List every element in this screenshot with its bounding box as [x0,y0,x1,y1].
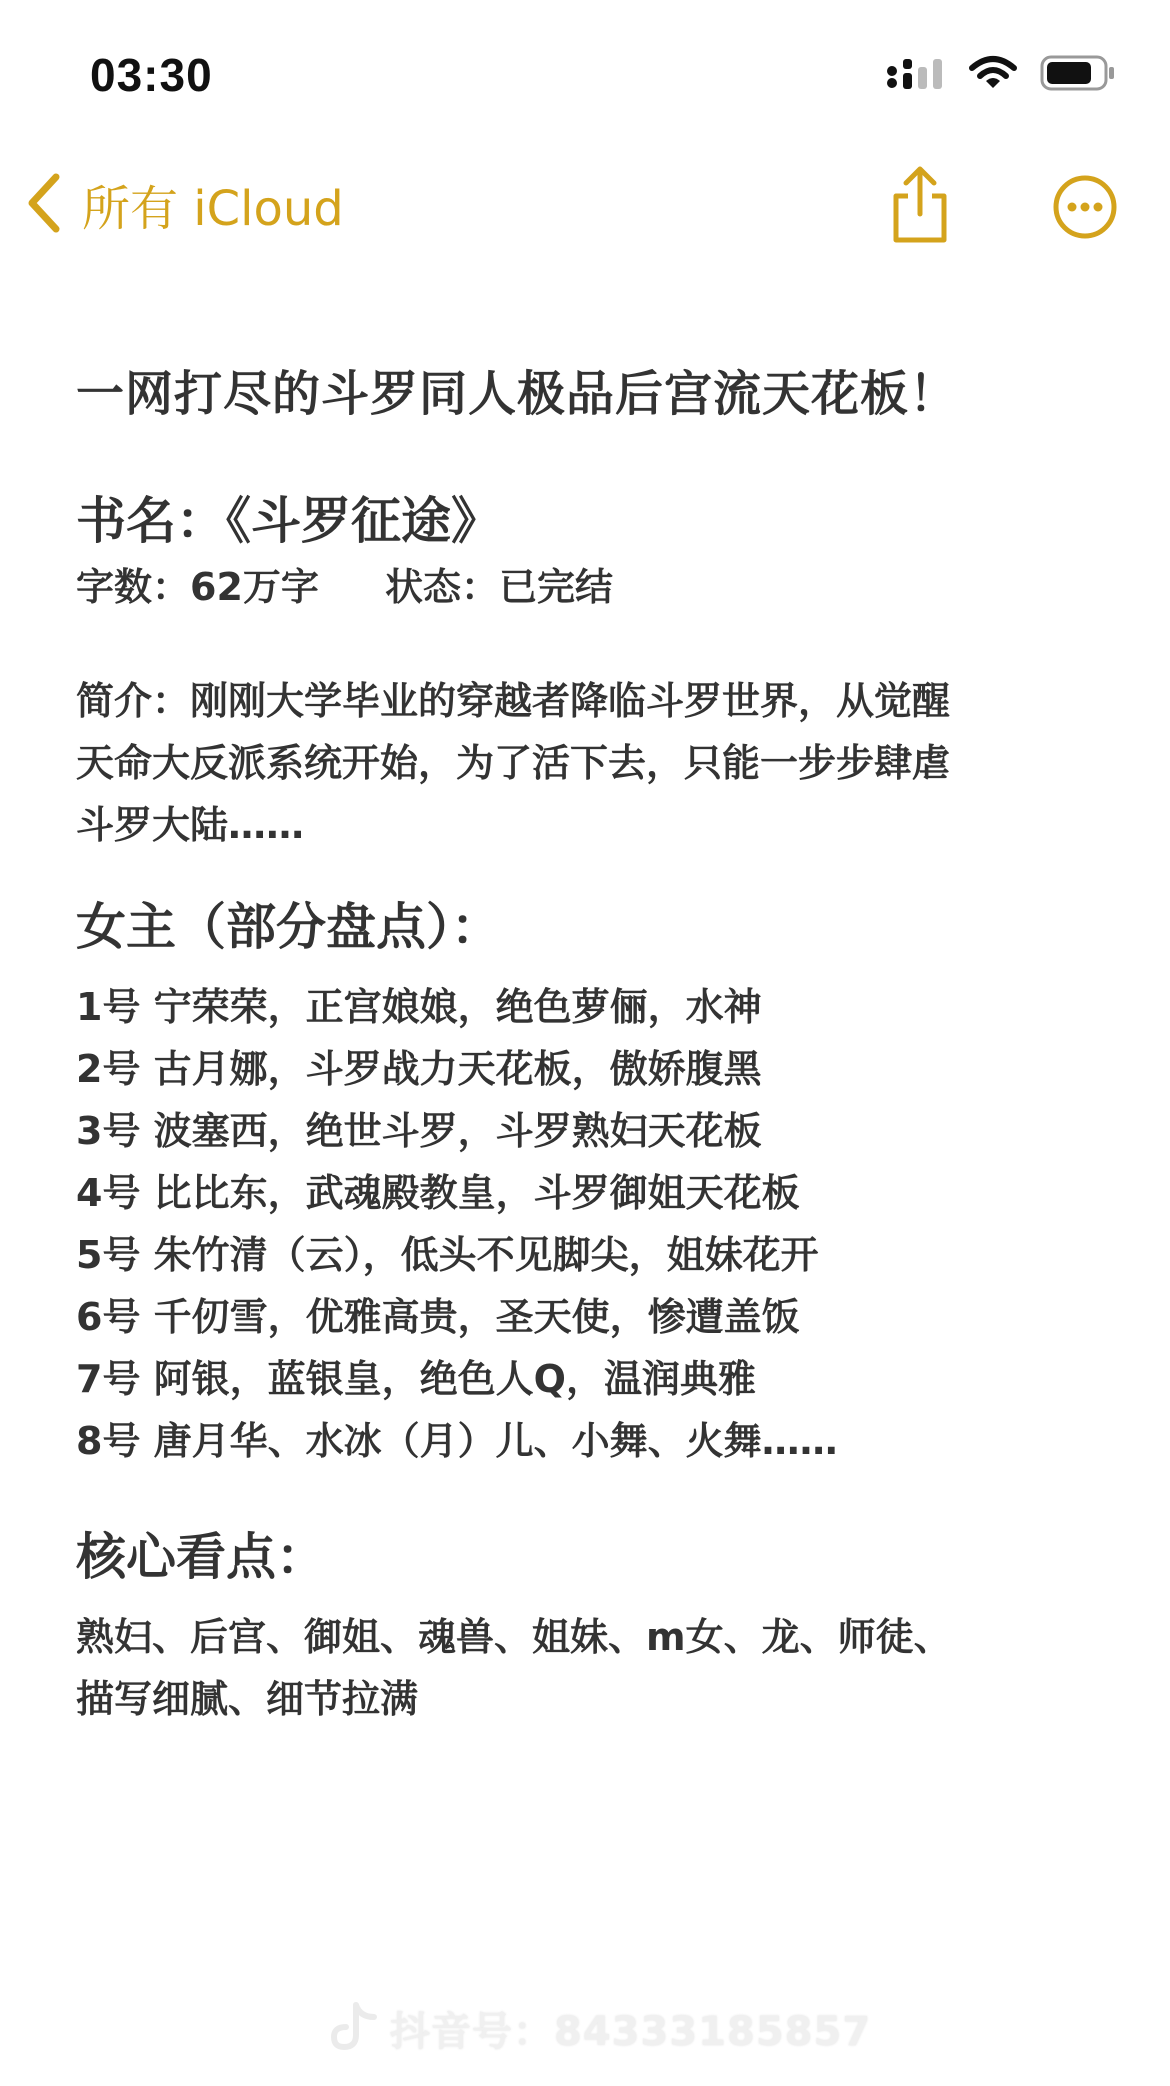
chevron-left-icon [24,171,64,239]
more-options-icon [1052,225,1118,244]
book-title-heading: 书名：《斗罗征途》 [76,492,501,550]
completion-status: 状态：已完结 [385,565,614,609]
synopsis-line: 天命大反派系统开始，为了活下去，只能一步步肆虐 [76,741,951,785]
synopsis [76,670,1096,856]
nav-bar [0,150,1170,270]
highlights-line: 描写细腻、细节拉满 [76,1677,419,1721]
share-icon [888,229,952,248]
heroines-heading: 女主（部分盘点）： [76,898,501,956]
highlights-heading: 核心看点： [76,1528,326,1586]
watermark-text: 抖音号：84333185857 [390,2009,872,2055]
list-item: 3号 波塞西，绝世斗罗，斗罗熟妇天花板 [76,1109,762,1153]
status-time: 03:30 [90,49,213,101]
note-body[interactable] [76,360,1096,1730]
highlights [76,1606,1096,1730]
list-item: 6号 千仞雪，优雅高贵，圣天使，惨遭盖饭 [76,1295,800,1339]
book-meta [76,556,1096,618]
synopsis-line: 简介：刚刚大学毕业的穿越者降临斗罗世界，从觉醒 [76,679,951,723]
watermark [330,2000,871,2057]
status-icons [886,54,1116,96]
list-item: 2号 古月娜，斗罗战力天花板，傲娇腹黑 [76,1047,762,1091]
list-item: 8号 唐月华、水冰（月）儿、小舞、火舞…… [76,1419,838,1463]
note-title: 一网打尽的斗罗同人极品后宫流天花板！ [76,366,959,422]
back-button[interactable] [24,170,344,239]
heroines-list [76,976,1096,1472]
list-item: 1号 宁荣荣，正宫娘娘，绝色萝俪，水神 [76,985,762,1029]
list-item: 4号 比比东，武魂殿教皇，斗罗御姐天花板 [76,1171,800,1215]
cellular-signal-icon [886,55,946,95]
status-bar [0,0,1170,150]
list-item: 7号 阿银，蓝银皇，绝色人Q，温润典雅 [76,1357,756,1401]
back-label: 所有 iCloud [82,181,344,237]
douyin-logo-icon [330,2001,378,2057]
highlights-line: 熟妇、后宫、御姐、魂兽、姐妹、m女、龙、师徒、 [76,1615,952,1659]
wifi-icon [968,54,1018,96]
synopsis-line: 斗罗大陆…… [76,803,305,847]
share-button[interactable] [888,164,952,244]
list-item: 5号 朱竹清（云），低头不见脚尖，姐妹花开 [76,1233,819,1277]
word-count: 字数：62万字 [76,565,319,609]
battery-icon [1040,54,1116,96]
more-button[interactable] [1052,174,1118,240]
